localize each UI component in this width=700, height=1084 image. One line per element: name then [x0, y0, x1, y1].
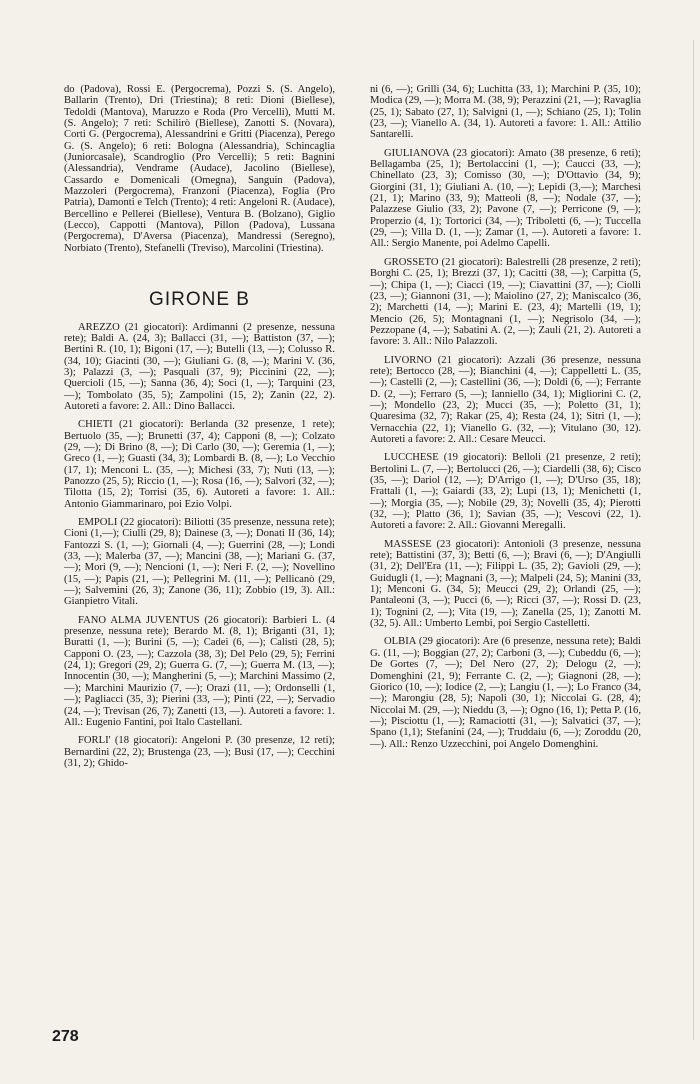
team-olbia: OLBIA (29 giocatori): Are (6 presenze, nessuna rete); Baldi G. (11, —); Boggian (27, 2); Carboni (3, —); Cubeddu (6, —); De Gortes (7, —); Del Nero (27, 2); Delogu (2, —); Domenghini (21, 9); Ferrante C. (2, —); Giagnoni (28, —); Giorico (10, —); Iodice (2, —); Langiu (1, —); Lo Franco (34, —); Marongiu (28, 5); Napoli (30, 1); Niccolai G. (28, 4); Niccolai M. (29, —); Nieddu (3, —); Ogno (16, 1); Petta P. (16, —); Pisciottu (1, —); Ramaciotti (31, —); Salvatici (37, —); Spano (1,1); Stefanini (24, —); Truddaiu (6, —); Zoroddu (20, —). All.: Renzo Uzzecchini, poi Angelo Domenghini. — [370, 636, 641, 750]
page-edge-rule — [693, 40, 694, 1040]
team-arezzo: AREZZO (21 giocatori): Ardimanni (2 presenze, nessuna rete); Baldi A. (24, 3); Ballacci (31, —); Battiston (37, —); Bertini R. (10, 1); Bigoni (17, —); Butelli (13, —); Colusso R. (34, 10); Giacinti (30, —); Giuliani G. (8, —); Marini V. (36, 3); Palazzi (3, —); Pasquali (37, 9); Piccinini (22, —); Quercioli (15, —); Sanna (36, 4); Soci (1, —); Tarquini (23, —); Tombolato (35, 5); Zampolini (15, 2); Zanin (22, 2). Autoreti a favore: 2. All.: Dino Ballacci. — [64, 321, 335, 412]
team-livorno: LIVORNO (21 giocatori): Azzali (36 presenze, nessuna rete); Bertocco (28, —); Bianchini (4, —); Cappelletti L. (35, —); Castelli (2, —); Castellini (36, —); Doldi (6, —); Ferrante D. (2, —); Ferraro (5, —); Ianniello (34, 1); Migliorini C. (2, —); Mondello (23, 2); Mucci (35, —); Poletto (31, 1); Quaresima (32, 7); Rakar (25, 4); Resta (24, 1); Sitri (1, —); Vernacchia (22, 1); Vianello G. (32, —); Vitulano (30, 12). Autoreti a favore: 2. All.: Cesare Meucci. — [370, 354, 641, 445]
page-number: 278 — [52, 1028, 79, 1045]
section-heading: GIRONE B — [149, 289, 250, 311]
scorers-continuation: do (Padova), Rossi E. (Pergocrema), Pozzi S. (S. Angelo), Ballarin (Trento), Dri (Triestina); 8 reti: Dioni (Biellese), Tedoldi (Mantova), Maruzzo e Roda (Pro Vercelli), Mutti M. (S. Angelo); 7 reti: Schilirò (Biellese), Zanotti S. (Novara), Corti G. (Pergocrema), Alessandrini e Gritti (Piacenza), Perego G. (S. Angelo); 6 reti: Bologna (Alessandria), Schincaglia (Juniorcasale), Scandroglio (Pro Vercelli); 5 reti: Bagnini (Alessandria), Vendrame (Audace), Jacolino (Biellese), Cassardo e Domenicali (Omegna), Sanguin (Padova), Mazzoleri (Pergocrema), Franzoni (Piacenza), Foglia (Pro Patria), Damonti e Telch (Trento); 4 reti: Angeloni R. (Audace), Bercellino e Pellerei (Biellese), Ventura B. (Bolzano), Giglio (Lecco), Cappotti (Mantova), Pillon (Padova), Lussana (Pergocrema), D'Aversa (Piacenza), Mandressi (Seregno), Norbiato (Trento), Stefanelli (Treviso), Marcolini (Triestina). — [64, 84, 335, 254]
right-column — [370, 84, 641, 757]
team-lucchese: LUCCHESE (19 giocatori): Belloli (21 presenze, 2 reti); Bertolini L. (7, —); Bertolucci (26, —); Ciardelli (38, 6); Cisco (35, —); Dariol (12, —); D'Arrigo (1, —); D'Urso (35, 18); Frattali (1, —); Gaiardi (33, 2); Lupi (13, 1); Menichetti (1, —); Morgia (35, —); Nobile (29, 3); Novelli (35, 4); Pierotti (32, —); Platto (36, 1); Savian (35, —); Vescovi (22, 1). Autoreti a favore: 2. All.: Giovanni Meregalli. — [370, 452, 641, 532]
team-forli-continued: ni (6, —); Grilli (34, 6); Luchitta (33, 1); Marchini P. (35, 10); Modica (29, —); Morra M. (38, 9); Perazzini (21, —); Ravaglia (25, 1); Sabato (27, 1); Salvigni (1, —); Schiano (25, 1); Tolin (23, —); Vianello A. (34, 1). Autoreti a favore: 1. All.: Attilio Santarelli. — [370, 84, 641, 141]
team-forli: FORLI' (18 giocatori): Angeloni P. (30 presenze, 12 reti); Bernardini (22, 2); Brustenga (23, —); Busi (17, —); Cecchini (31, 2); Ghido- — [64, 735, 335, 769]
team-empoli: EMPOLI (22 giocatori): Biliotti (35 presenze, nessuna rete); Cioni (1,—); Ciulli (29, 8); Dainese (3, —); Donati II (36, 14); Fantozzi S. (1, —); Giornali (4, —); Guerrini (28, —); Londi (33, —); Malerba (37, —); Mancini (38, —); Mariani G. (37, —); Mori (9, —); Nencioni (1, —); Neri F. (2, —); Novellino (15, —); Papis (21, —); Pellegrini M. (11, —); Pellicanò (29, —); Salvemini (26, 3); Zanone (36, 11); Zobbio (19, 3). All.: Gianpietro Vitali. — [64, 517, 335, 608]
team-massese: MASSESE (23 giocatori): Antonioli (3 presenze, nessuna rete); Battistini (37, 3); Betti (6, —); Bravi (6, —); D'Angiulli (31, 2); Dell'Era (11, —); Filippi L. (35, 2); Gavioli (29, —); Guidugli (1, —); Magnani (3, —); Malpeli (24, 5); Manini (33, 1); Menconi G. (34, 5); Meucci (29, 2); Orlandi (25, —); Pantaleoni (3, —); Pucci (6, —); Ricci (37, —); Rossi D. (23, 1); Tognini (2, —); Vita (19, —); Zanella (25, 1); Zanotti M. (32, 5). All.: Umberto Lembi, poi Sergio Castelletti. — [370, 538, 641, 630]
team-giulianova: GIULIANOVA (23 giocatori): Amato (38 presenze, 6 reti); Bellagamba (25, 1); Bertolaccini (1, —); Caucci (33, —); Chinellato (23, 3); Comisso (30, —); D'Ottavio (34, 9); Giorgini (31, 1); Giuliani A. (10, —); Lepidi (3,—); Marchesi (21, 1); Marino (33, 9); Matteoli (8, —); Nodale (37, —); Palazzese Giulio (33, 2); Pavone (7, —); Perricone (9, —); Properzio (4, 1); Tortorici (34, —); Triboletti (6, —); Tuccella (29, —); Villa D. (1, —); Zamar (1, —). Autoreti a favore: 1. All.: Sergio Manente, poi Adelmo Capelli. — [370, 147, 641, 250]
team-fano: FANO ALMA JUVENTUS (26 giocatori): Barbieri L. (4 presenze, nessuna rete); Berardo M. (8, 1); Briganti (31, 1); Buratti (1, —); Burini (5, —); Cadei (6, —); Calisti (28, 5); Capponi O. (23, —); Cazzola (38, 3); Del Pelo (29, 5); Ferrini (24, 1); Gregori (29, 2); Guerra G. (7, —); Guerra M. (13, —); Innocentin (30, —); Mangherini (5, —); Marchini Massimo (2, —); Marchini Maurizio (7, —); Orazi (11, —); Ordonselli (1, —); Pagliacci (35, 3); Pierini (33, —); Pinti (22, —); Servadio (24, —); Trevisan (26, 7); Zanetti (13, —). Autoreti a favore: 1. All.: Eugenio Fantini, poi Italo Castellani. — [64, 614, 335, 728]
team-grosseto: GROSSETO (21 giocatori): Balestrelli (28 presenze, 2 reti); Borghi C. (25, 1); Brezzi (37, 1); Cacitti (38, —); Carpitta (5, —); Chipa (1, —); Ciacci (19, —); Ciavattini (37, —); Ciolli (23, —); Giannoni (31, —); Maiolino (27, 2); Maniscalco (36, 2); Marchetti (14, —); Marini E. (23, 4); Martelli (19, 1); Mencio (26, 5); Montagnani (1, —); Negrisolo (34, —); Pezzopane (4, —); Sabatini A. (2, —); Zauli (21, 2). Autoreti a favore: 3. All.: Nilo Palazzoli. — [370, 256, 641, 348]
left-column — [64, 84, 335, 776]
team-chieti: CHIETI (21 giocatori): Berlanda (32 presenze, 1 rete); Bertuolo (35, —); Brunetti (37, 4); Capponi (8, —); Colzato (29, —); Di Brino (8, —); Di Carlo (30, —); Geremia (1, —); Greco (1, —); Guasti (34, 3); Lombardi B. (8, —); Lo Vecchio (17, 1); Menconi L. (35, —); Michesi (33, 7); Nuti (13, —); Panozzo (25, 5); Riccio (1, —); Rosa (16, —); Salvori (32, —); Tilotta (15, 2); Torrisi (35, 6). Autoreti a favore: 1. All.: Antonio Giammarinaro, poi Ezio Volpi. — [64, 419, 335, 510]
